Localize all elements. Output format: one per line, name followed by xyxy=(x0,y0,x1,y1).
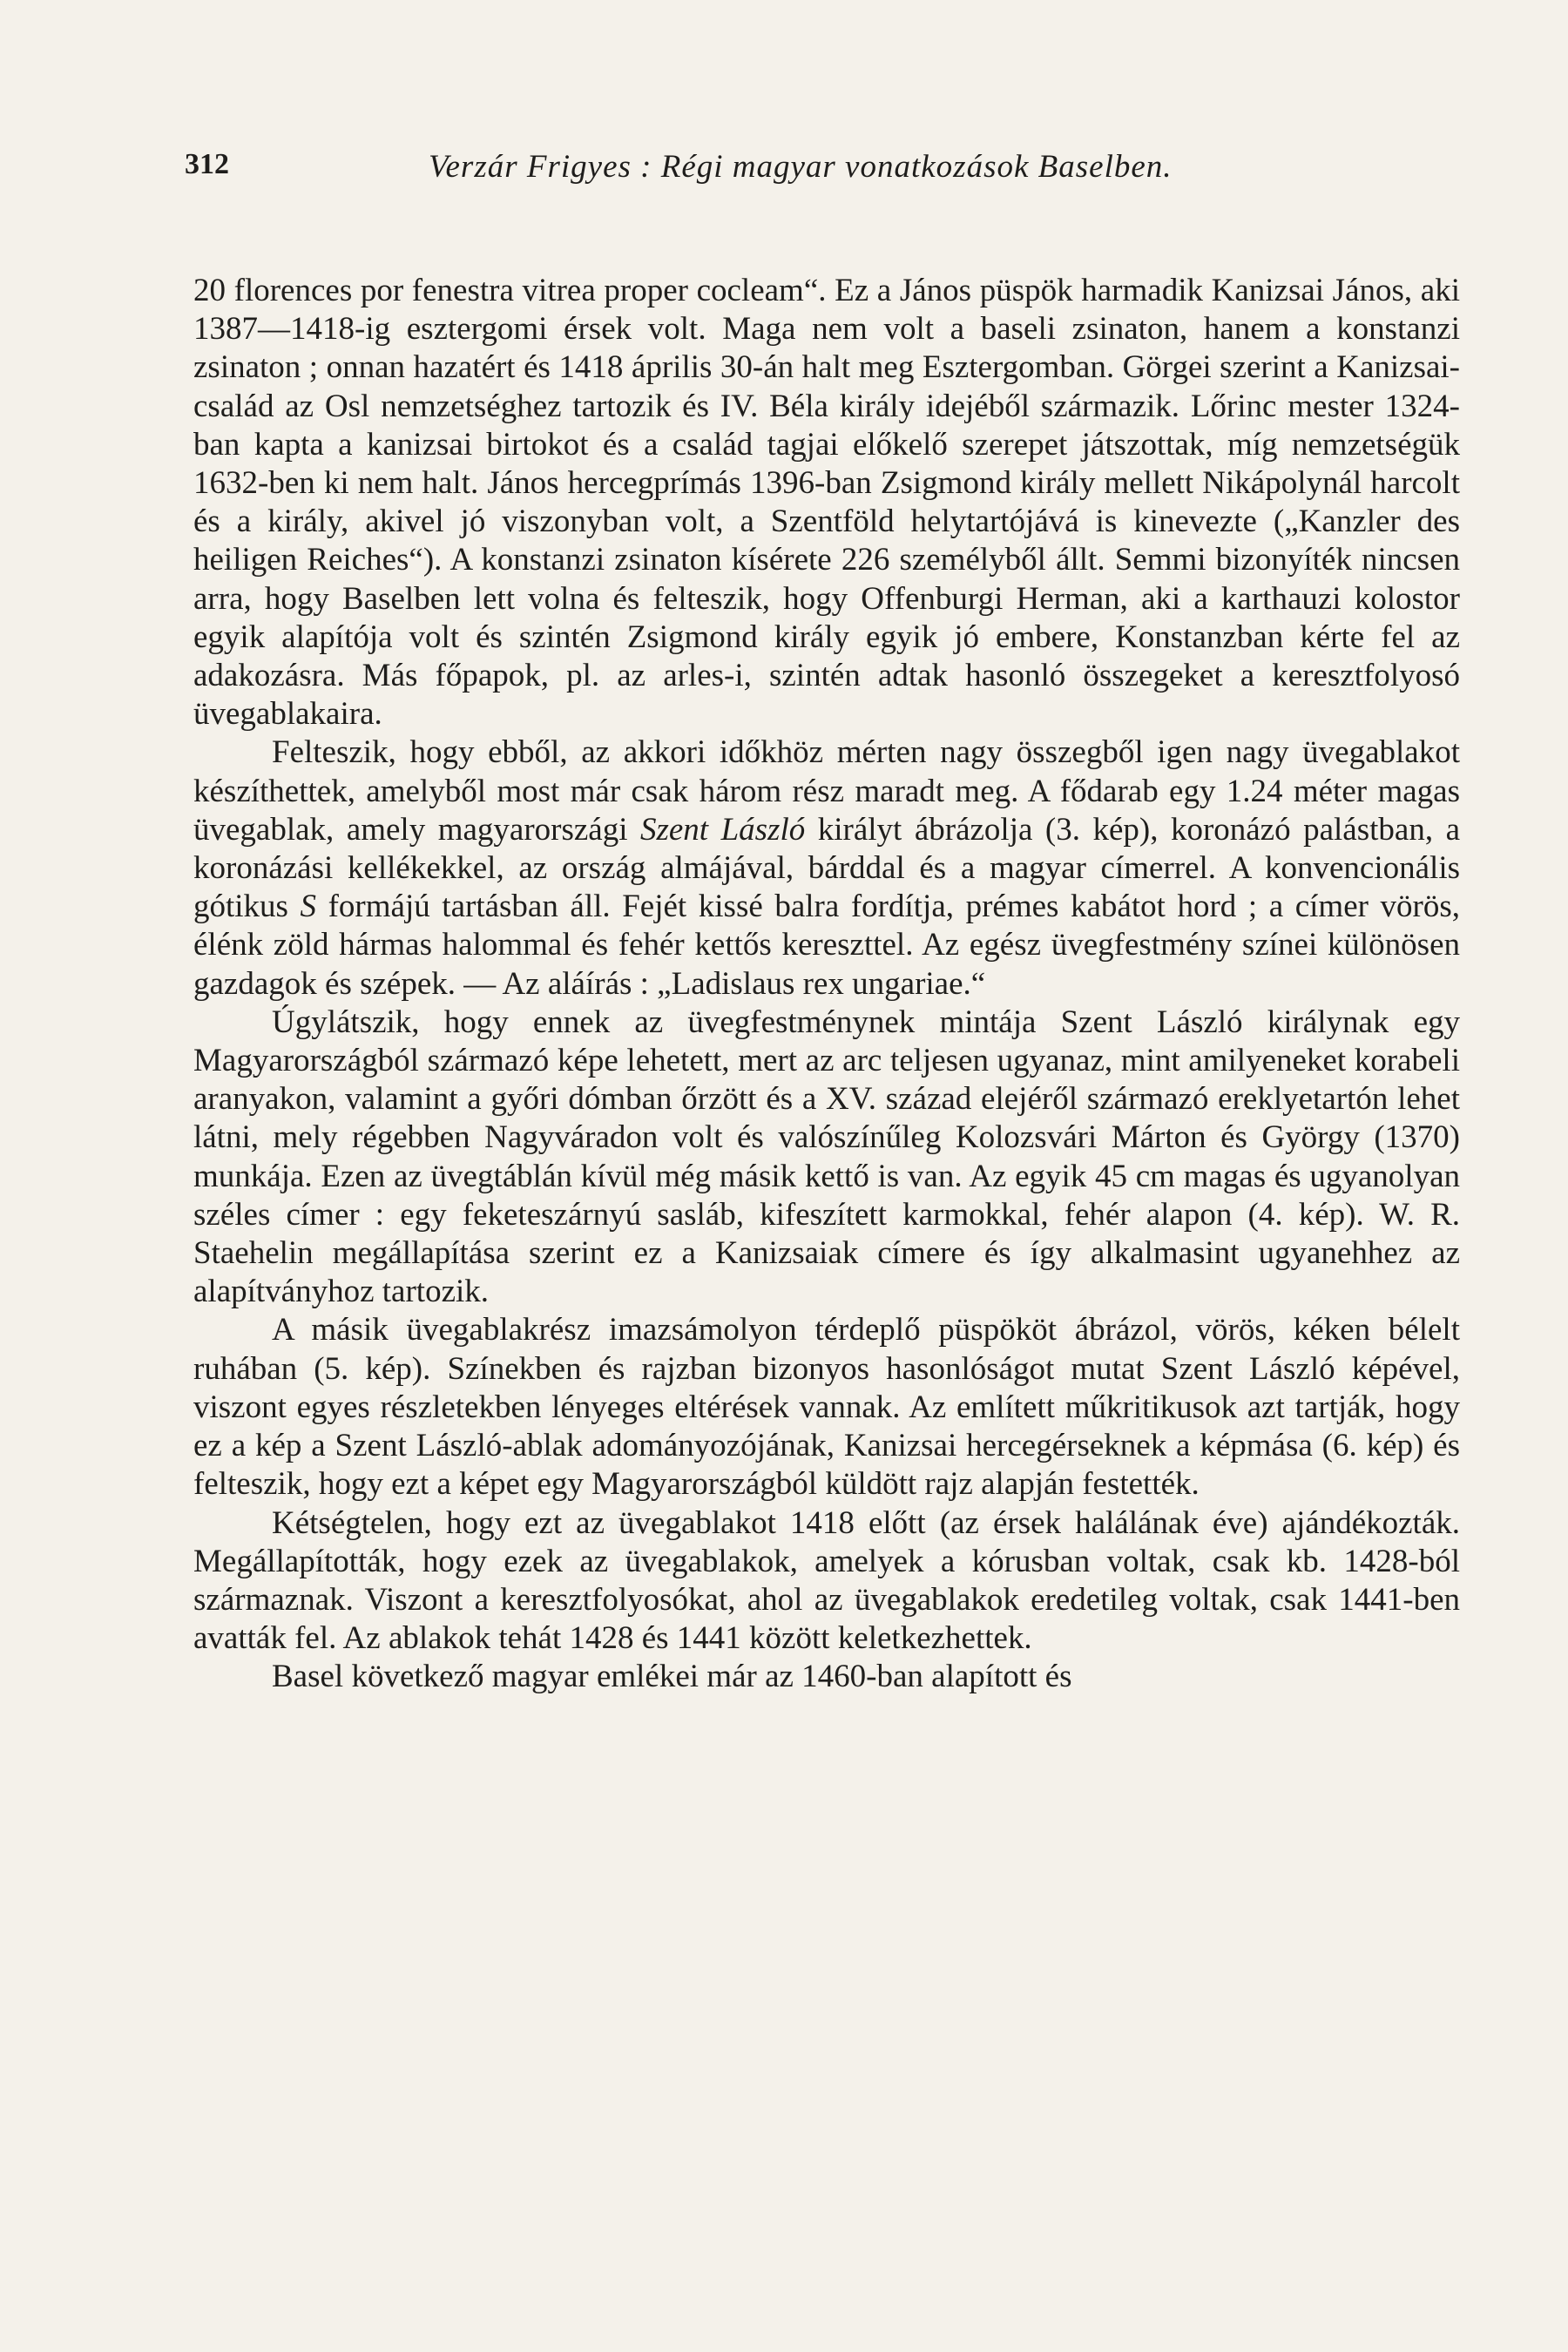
paragraph-text: Kétségtelen, hogy ezt az üvegablakot 1418 előtt (az érsek halálának éve) ajándékozták. Megállapították, hogy ezek az üvegablakok, amelyek a kórusban voltak, csak kb. 1428-ból származnak. Viszont a keresztfolyosókat, ahol az üvegablakok eredetileg voltak, csak 1441-ben avatták fel. Az ablakok tehát 1428 és 1441 között keletkezhettek. xyxy=(193,1504,1460,1657)
paragraph-text: Úgylátszik, hogy ennek az üvegfestménynek mintája Szent László királynak egy Magyarországból származó képe lehetett, mert az arc teljesen ugyanaz, mint amilyeneket korabeli aranyakon, valamint a győri dómban őrzött és a XV. század elejéről származó ereklyetartón lehet látni, mely régebben Nagyváradon volt és valószínűleg Kolozsvári Márton és György (1370) munkája. Ezen az üvegtáblán kívül még másik kettő is van. Az egyik 45 cm magas és ugyanolyan széles címer : egy feketeszárnyú sasláb, kifeszített karmokkal, fehér alapon (4. kép). W. R. Staehelin megállapítása szerint ez a Kanizsaiak címere és így alkalmasint ugyanehhez az alapítványhoz tartozik. xyxy=(193,1004,1460,1310)
paragraph-text: A másik üvegablakrész imazsámolyon térdeplő püspököt ábrázol, vörös, kéken bélelt ruhában (5. kép). Színekben és rajzban bizonyos hasonlóságot mutat Szent László képével, viszont egyes részletekben lényeges eltérések vannak. Az említett műkritikusok azt tartják, hogy ez a kép a Szent László-ablak adományozójának, Kanizsai hercegérseknek a képmása (6. kép) és felteszik, hogy ezt a képet egy Magyarországból küldött rajz alapján festették. xyxy=(193,1312,1460,1503)
paragraph xyxy=(193,272,1460,733)
paragraph xyxy=(193,1004,1460,1312)
paragraph xyxy=(193,1311,1460,1504)
paragraph xyxy=(193,733,1460,1003)
paragraph xyxy=(193,1658,1460,1696)
paragraph-text: Felteszik, hogy ebből, az akkori időkhöz mérten nagy összegből igen nagy üvegablakot készíthettek, amelyből most már csak három rész maradt meg. A fődarab egy 1.24 méter magas üvegablak, amely magyarországi xyxy=(193,734,1460,848)
running-title: Verzár Frigyes : Régi magyar vonatkozások Baselben. xyxy=(429,149,1173,185)
page-header xyxy=(185,148,1470,200)
italic-text: Szent László xyxy=(639,811,806,848)
paragraph-text: Basel következő magyar emlékei már az 1460-ban alapított és xyxy=(272,1659,1072,1695)
paragraph-text: királyt ábrázolja (3. kép), koronázó palástban, a koronázási kellékekkel, az ország almájával, bárddal és a magyar címerrel. A konvencionális gótikus xyxy=(193,811,1460,925)
italic-text: S xyxy=(300,889,317,925)
paragraph-text: formájú tartásban áll. Fejét kissé balra fordítja, prémes kabátot hord ; a címer vörös, élénk zöld hármas halommal és fehér kettős kereszttel. Az egész üvegfestmény színei különösen gazdagok és szépek. — Az aláírás : „Ladislaus rex ungariae.“ xyxy=(193,889,1460,1002)
paragraph xyxy=(193,1504,1460,1659)
page-number: 312 xyxy=(185,148,229,180)
paragraph-text: 20 florences por fenestra vitrea proper cocleam“. Ez a János püspök harmadik Kanizsai János, aki 1387—1418-ig esztergomi érsek volt. Maga nem volt a baseli zsinaton, hanem a konstanzi zsinaton ; onnan hazatért és 1418 április 30-án halt meg Esztergomban. Görgei szerint a Kanizsai-család az Osl nemzetséghez tartozik és IV. Béla király idejéből származik. Lőrinc mester 1324-ban kapta a kanizsai birtokot és a család tagjai előkelő szerepet játszottak, míg nemzetségük 1632-ben ki nem halt. János hercegprímás 1396-ban Zsigmond király mellett Nikápolynál harcolt és a király, akivel jó viszonyban volt, a Szentföld helytartójává is kinevezte („Kanzler des heiligen Reiches“). A konstanzi zsinaton kísérete 226 személyből állt. Semmi bizonyíték nincsen arra, hogy Baselben lett volna és felteszik, hogy Offenburgi Herman, aki a karthauzi kolostor egyik alapítója volt és szintén Zsigmond király egyik jó embere, Konstanzban kérte fel az adakozásra. Más főpapok, pl. az arles-i, szintén adtak hasonló összegeket a keresztfolyosó üvegablakaira. xyxy=(193,273,1460,733)
body-text xyxy=(193,272,1460,1697)
